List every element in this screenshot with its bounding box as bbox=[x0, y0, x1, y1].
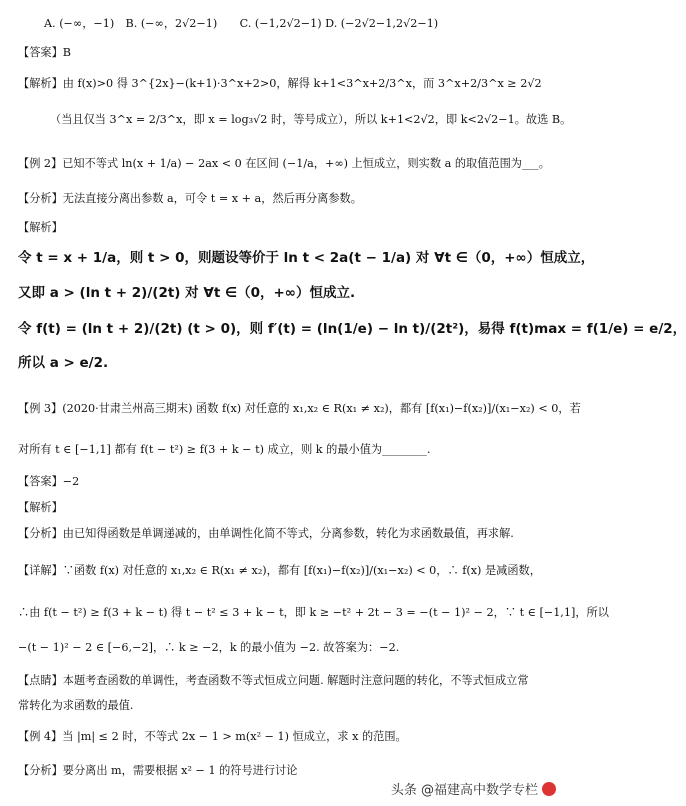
options-line: A. (−∞，−1) B. (−∞，2√2−1) C. (−1,2√2−1) D. (−2√2−1,2√2−1) bbox=[44, 17, 439, 30]
watermark-text: 头条 @福建高中数学专栏 bbox=[390, 783, 538, 798]
fenxi-3: 【分析】由已知得函数是单调递减的，由单调性化简不等式，分离参数，转化为求函数最值，再求解. bbox=[18, 527, 514, 540]
dianjing-3a: 【点睛】本题考查函数的单调性，考查函数不等式恒成立问题. 解题时注意问题的转化，不等式恒成立常 bbox=[18, 674, 529, 687]
analysis-1b: （当且仅当 3^x = 2/3^x，即 x = log₃√2 时，等号成立），所以 k+1<2√2，即 k<2√2−1。故选 B。 bbox=[50, 113, 572, 126]
watermark-logo-icon bbox=[542, 782, 556, 796]
example-2: 【例 2】已知不等式 ln(x + 1/a) − 2ax < 0 在区间 (−1/a，+∞) 上恒成立，则实数 a 的取值范围为___。 bbox=[18, 157, 550, 170]
fenxi-2: 【分析】无法直接分离出参数 a，可令 t = x + a，然后再分离参数。 bbox=[18, 192, 362, 205]
xiangjie-3c: −(t − 1)² − 2 ∈ [−6,−2]，∴ k ≥ −2，k 的最小值为 −2. 故答案为：−2. bbox=[18, 641, 400, 654]
dianjing-3b: 常转化为求函数的最值. bbox=[18, 699, 134, 712]
watermark bbox=[391, 779, 556, 798]
jiexi-2-head: 【解析】 bbox=[18, 221, 63, 234]
answer-1: 【答案】B bbox=[18, 46, 71, 59]
jiexi-2-c: 令 f(t) = (ln t + 2)/(2t) (t > 0)，则 f′(t) = (ln(1/e) − ln t)/(2t²)，易得 f(t)max = f(1/e) = e/2， bbox=[18, 321, 686, 337]
example-4: 【例 4】当 |m| ≤ 2 时，不等式 2x − 1 > m(x² − 1) 恒成立，求 x 的范围。 bbox=[18, 730, 407, 743]
jiexi-2-d: 所以 a > e/2. bbox=[18, 355, 109, 371]
analysis-1a: 【解析】由 f(x)>0 得 3^{2x}−(k+1)·3^x+2>0，解得 k+1<3^x+2/3^x，而 3^x+2/3^x ≥ 2√2 bbox=[18, 77, 542, 90]
xiangjie-3b: ∴由 f(t − t²) ≥ f(3 + k − t) 得 t − t² ≤ 3 + k − t，即 k ≥ −t² + 2t − 3 = −(t − 1)² − 2，∵ t ∈ [−1,1]，所以 bbox=[18, 606, 609, 619]
xiangjie-3: 【详解】∵函数 f(x) 对任意的 x₁,x₂ ∈ R(x₁ ≠ x₂)，都有 [f(x₁)−f(x₂)]/(x₁−x₂) < 0，∴ f(x) 是减函数， bbox=[18, 564, 541, 577]
jiexi-2-b: 又即 a > (ln t + 2)/(2t) 对 ∀t ∈（0，+∞）恒成立. bbox=[18, 285, 356, 301]
example-3b: 对所有 t ∈ [−1,1] 都有 f(t − t²) ≥ f(3 + k − t) 成立，则 k 的最小值为________. bbox=[18, 443, 431, 456]
fenxi-4: 【分析】要分离出 m，需要根据 x² − 1 的符号进行讨论 bbox=[18, 764, 298, 777]
example-3a: 【例 3】(2020·甘肃兰州高三期末) 函数 f(x) 对任意的 x₁,x₂ ∈ R(x₁ ≠ x₂)，都有 [f(x₁)−f(x₂)]/(x₁−x₂) < 0，若 bbox=[18, 402, 581, 415]
jiexi-3-head: 【解析】 bbox=[18, 501, 63, 514]
jiexi-2-a: 令 t = x + 1/a，则 t > 0，则题设等价于 ln t < 2a(t − 1/a) 对 ∀t ∈（0，+∞）恒成立， bbox=[18, 250, 595, 266]
answer-3: 【答案】−2 bbox=[18, 475, 80, 488]
